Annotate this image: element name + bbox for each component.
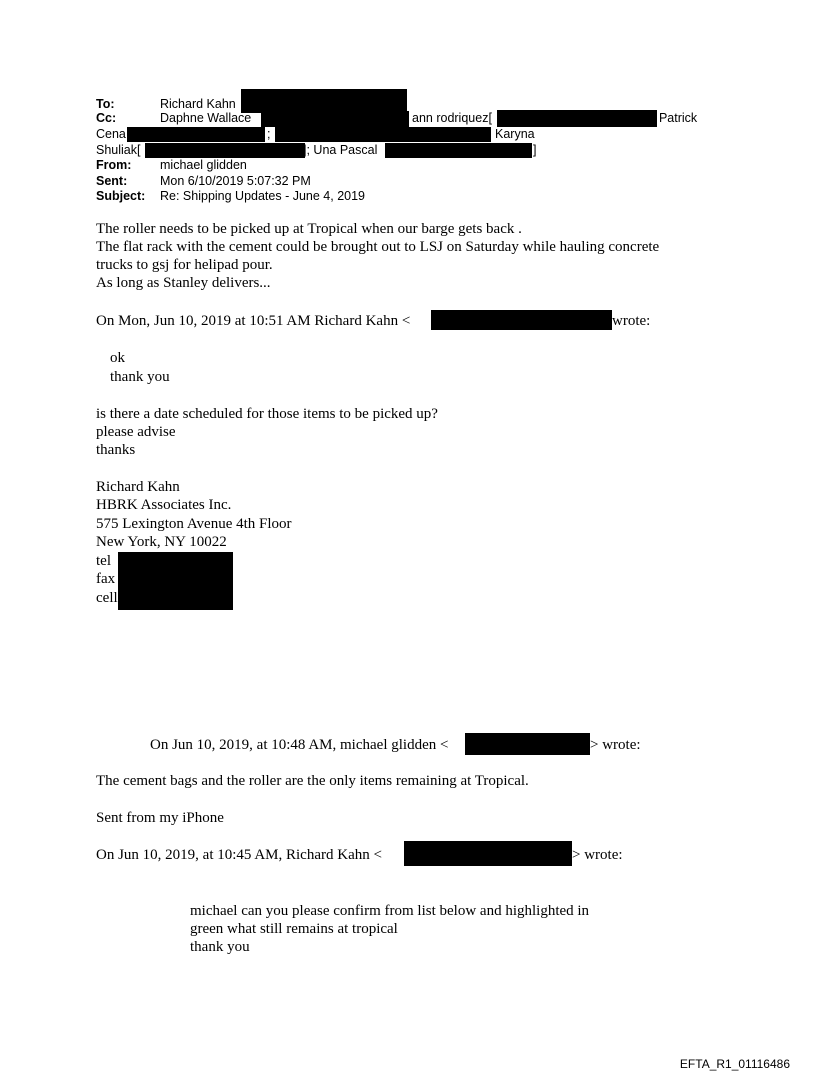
redaction [127,127,265,142]
quote-header-3-suffix: > wrote: [572,847,623,863]
sent-from-line: Sent from my iPhone [96,810,224,826]
cc-recipient-7: ]; Una Pascal [303,143,378,157]
body-line-1: The roller needs to be picked up at Tropical when our barge gets back . [96,221,522,237]
cc-recipient-3: ; Patrick [652,111,698,125]
thanks-line: thanks [96,442,136,458]
redaction [497,110,657,127]
sent-value: Mon 6/10/2019 5:07:32 PM [160,174,311,188]
cc-recipient-6: Shuliak[ [96,143,141,157]
signature-fax: fax [96,571,116,587]
cc-label: Cc: [96,111,117,125]
please-advise: please advise [96,424,176,440]
cc-recipient-4: Cena [96,127,126,141]
quote-header-1-suffix: wrote: [612,313,651,329]
signature-name: Richard Kahn [96,479,180,495]
confirm-line-2: green what still remains at tropical [190,921,398,937]
redaction [275,127,491,142]
sent-label: Sent: [96,174,128,188]
cc-bracket: ] [533,143,537,157]
reply-thank-you: thank you [110,369,170,385]
question-line: is there a date scheduled for those items to be picked up? [96,406,438,422]
redaction [465,733,590,755]
quote-header-2: On Jun 10, 2019, at 10:48 AM, michael glidden < [150,737,449,753]
cc-recipient-2: ann rodriquez[ [412,111,492,125]
signature-address-2: New York, NY 10022 [96,534,227,550]
signature-cell: cell [96,590,118,606]
redaction [145,143,305,158]
body-line-2: The flat rack with the cement could be brought out to LSJ on Saturday while hauling concrete [96,239,660,255]
quote-header-2-suffix: > wrote: [590,737,641,753]
from-value: michael glidden [160,158,247,172]
subject-value: Re: Shipping Updates - June 4, 2019 [160,189,365,203]
signature-address-1: 575 Lexington Avenue 4th Floor [96,516,292,532]
redaction [385,143,532,158]
redaction [261,111,409,127]
quote-header-1: On Mon, Jun 10, 2019 at 10:51 AM Richard Kahn < [96,313,411,329]
redaction [431,310,612,330]
confirm-line-1: michael can you please confirm from list below and highlighted in [190,903,590,919]
reply-ok: ok [110,350,125,366]
cc-recipient-5: Karyna [495,127,535,141]
document-id: EFTA_R1_01116486 [679,1057,790,1071]
to-value: Richard Kahn [160,97,236,111]
cement-line: The cement bags and the roller are the only items remaining at Tropical. [96,773,529,789]
body-line-3: trucks to gsj for helipad pour. [96,257,273,273]
signature-tel: tel [96,553,111,569]
subject-label: Subject: [96,189,146,203]
body-line-4: As long as Stanley delivers... [96,275,271,291]
cc-separator: ; [267,127,271,141]
redaction [241,89,407,113]
confirm-thank-you: thank you [190,939,250,955]
redaction [404,841,572,866]
from-label: From: [96,158,132,172]
cc-recipient-1: Daphne Wallace [160,111,252,125]
to-label: To: [96,97,115,111]
redaction [118,552,233,610]
quote-header-3: On Jun 10, 2019, at 10:45 AM, Richard Kahn < [96,847,382,863]
signature-company: HBRK Associates Inc. [96,497,232,513]
